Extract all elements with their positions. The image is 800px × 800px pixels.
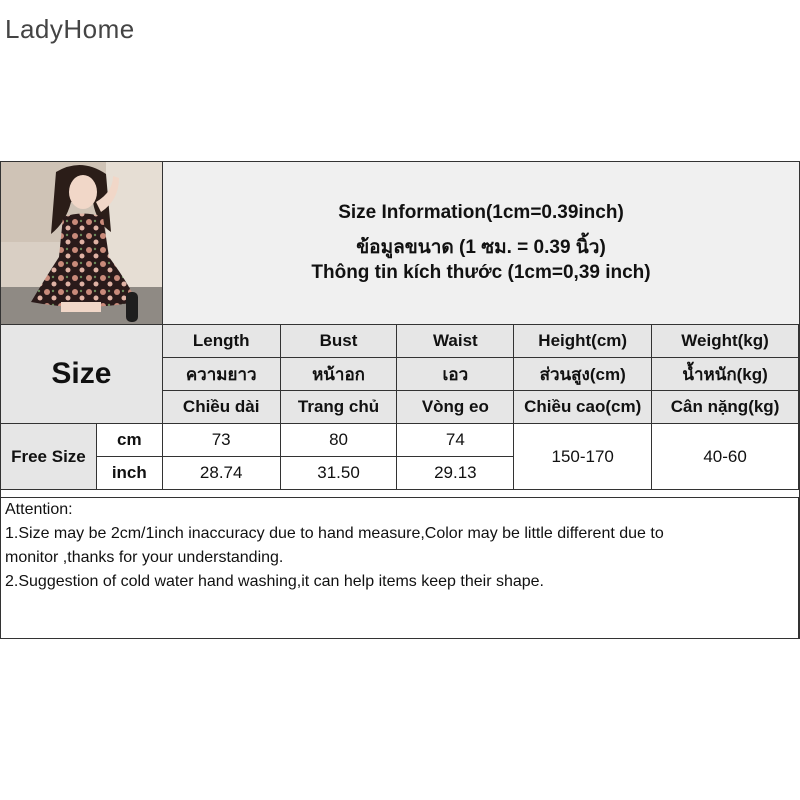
- size-label-cell: [1, 325, 163, 424]
- info-line-thai: ข้อมูลขนาด (1 ซม. = 0.39 นิ้ว): [356, 237, 606, 258]
- brand-logo-text: LadyHome: [5, 14, 135, 44]
- info-line-english: Size Information(1cm=0.39inch): [338, 202, 624, 223]
- length-cm-value: 73: [162, 424, 280, 457]
- size-table: [0, 324, 799, 490]
- divider: [162, 161, 163, 324]
- waist-inch-value: 29.13: [397, 457, 514, 490]
- column-header-bust-th: หน้าอก: [280, 358, 397, 391]
- size-information-header: [163, 162, 799, 324]
- note-line-2: 2.Suggestion of cold water hand washing,it can help items keep their shape.: [5, 573, 544, 590]
- notes-title: Attention:: [5, 501, 73, 518]
- column-header-bust-vi: Trang chủ: [280, 391, 397, 424]
- column-header-weight-th: น้ำหนัก(kg): [652, 358, 799, 391]
- column-header-height-th: ส่วนสูง(cm): [514, 358, 652, 391]
- waist-cm-value: 74: [397, 424, 514, 457]
- column-header-waist-en: Waist: [397, 325, 514, 358]
- weight-range-value: 40-60: [652, 424, 799, 490]
- column-header-height-en: Height(cm): [514, 325, 652, 358]
- column-header-height-vi: Chiều cao(cm): [514, 391, 652, 424]
- note-line-1-continued: monitor ,thanks for your understanding.: [5, 549, 284, 566]
- column-header-length-vi: Chiều dài: [162, 391, 280, 424]
- column-header-length-en: Length: [162, 325, 280, 358]
- column-header-waist-vi: Vòng eo: [397, 391, 514, 424]
- height-range-value: 150-170: [514, 424, 652, 490]
- note-line-1: 1.Size may be 2cm/1inch inaccuracy due to hand measure,Color may be little different due to: [5, 525, 664, 542]
- info-line-vietnamese: Thông tin kích thước (1cm=0,39 inch): [311, 262, 651, 283]
- column-header-length-th: ความยาว: [162, 358, 280, 391]
- bust-cm-value: 80: [280, 424, 397, 457]
- product-photo: [1, 162, 162, 324]
- bust-inch-value: 31.50: [280, 457, 397, 490]
- size-label: Size: [51, 357, 112, 390]
- column-header-weight-en: Weight(kg): [652, 325, 799, 358]
- unit-inch: inch: [96, 457, 162, 490]
- free-size-label: Free Size: [1, 424, 97, 490]
- unit-cm: cm: [96, 424, 162, 457]
- column-header-bust-en: Bust: [280, 325, 397, 358]
- length-inch-value: 28.74: [162, 457, 280, 490]
- column-header-weight-vi: Cân nặng(kg): [652, 391, 799, 424]
- attention-notes: [0, 497, 799, 639]
- column-header-waist-th: เอว: [397, 358, 514, 391]
